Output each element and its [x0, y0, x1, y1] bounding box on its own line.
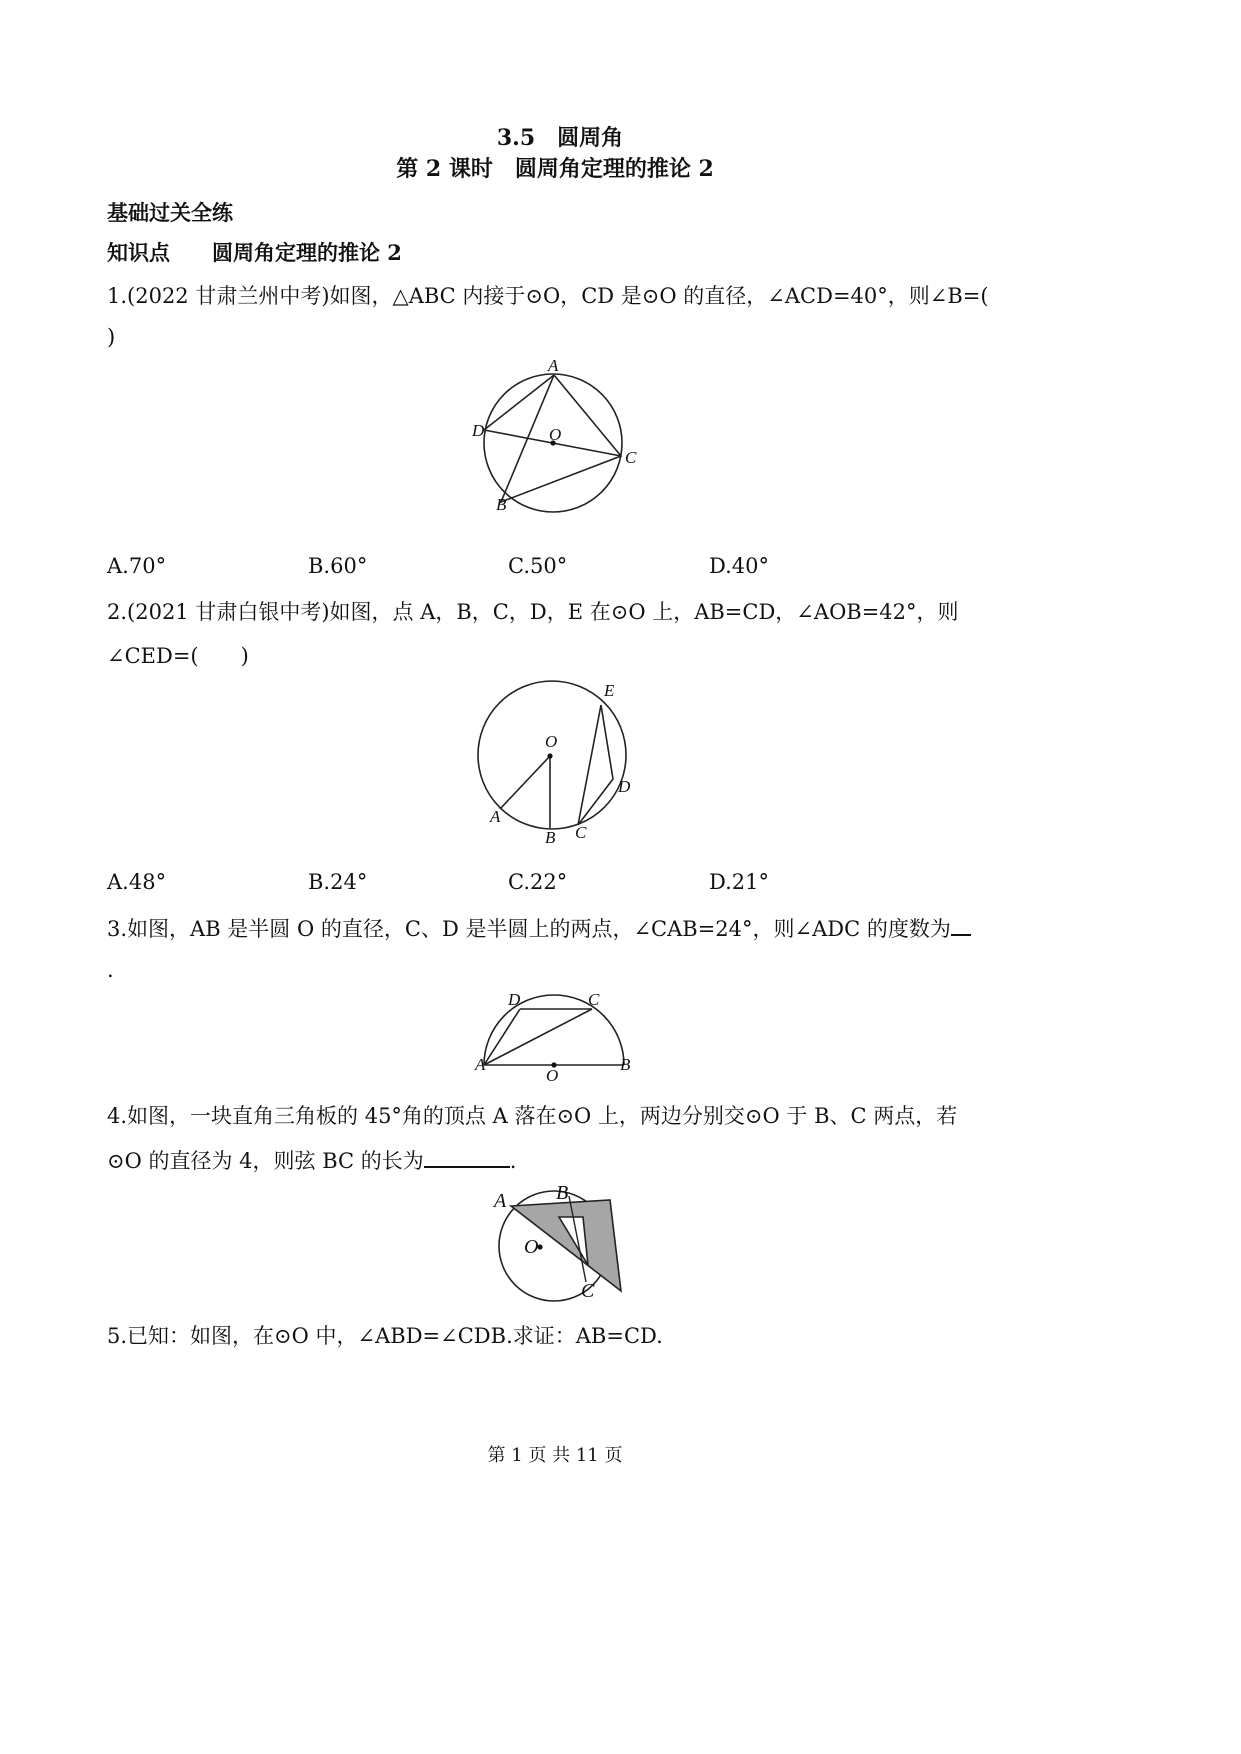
figure-label-o: O	[549, 425, 562, 444]
question-2-text-cont: ∠CED=( )	[107, 644, 249, 668]
question-4-period: .	[509, 1149, 517, 1173]
question-4-figure	[480, 1175, 640, 1305]
question-3-text	[107, 913, 971, 943]
section-title: 3.5 圆周角	[496, 125, 624, 151]
figure-label-d: D	[508, 990, 521, 1009]
figure-label-b: B	[556, 1182, 569, 1204]
lesson-title: 第 2 课时 圆周角定理的推论 2	[396, 156, 714, 182]
answer-blank-3[interactable]	[951, 916, 971, 936]
figure-label-a: A	[548, 356, 559, 375]
question-1-option-a: A.70°	[107, 554, 167, 578]
figure-label-a: A	[475, 1055, 486, 1074]
question-1-option-d: D.40°	[709, 554, 769, 578]
question-3-figure	[470, 985, 640, 1085]
question-1-option-c: C.50°	[508, 554, 568, 578]
figure-label-d: D	[472, 421, 485, 440]
question-2-figure	[465, 675, 645, 850]
question-2-option-d: D.21°	[709, 870, 769, 894]
question-1-option-b: B.60°	[308, 554, 368, 578]
figure-label-b: B	[545, 828, 556, 847]
question-3-text-cont: .	[107, 958, 114, 982]
figure-label-c: C	[625, 448, 637, 467]
question-5-text: 5.已知：如图，在⊙O 中，∠ABD=∠CDB.求证：AB=CD.	[107, 1324, 663, 1348]
figure-label-o: O	[546, 1066, 559, 1085]
question-2-text: 2.(2021 甘肃白银中考)如图，点 A，B，C，D，E 在⊙O 上，AB=CD，∠AOB=42°，则	[107, 600, 959, 624]
knowledge-point: 知识点 圆周角定理的推论 2	[107, 240, 402, 265]
figure-label-a: A	[490, 807, 501, 826]
figure-label-c: C	[581, 1280, 595, 1302]
part-label: 基础过关全练	[107, 200, 233, 225]
answer-blank-4[interactable]	[424, 1148, 510, 1168]
page-footer: 第 1 页 共 11 页	[487, 1445, 623, 1466]
question-4-text-cont	[107, 1145, 516, 1175]
figure-label-o: O	[545, 732, 558, 751]
question-1-text-cont: )	[107, 325, 116, 349]
figure-label-b: B	[496, 495, 507, 514]
question-2-option-c: C.22°	[508, 870, 568, 894]
question-1-text: 1.(2022 甘肃兰州中考)如图，△ABC 内接于⊙O，CD 是⊙O 的直径，∠ACD=40°，则∠B=(	[107, 284, 989, 308]
figure-label-a: A	[494, 1190, 507, 1212]
figure-label-b: B	[620, 1055, 631, 1074]
question-1-figure	[460, 355, 660, 520]
figure-label-o: O	[524, 1236, 539, 1258]
question-3-stem: 3.如图，AB 是半圆 O 的直径，C、D 是半圆上的两点，∠CAB=24°，则∠ADC 的度数为	[107, 917, 951, 941]
question-4-text: 4.如图，一块直角三角板的 45°角的顶点 A 落在⊙O 上，两边分别交⊙O 于 B、C 两点，若	[107, 1104, 958, 1128]
figure-label-e: E	[604, 681, 615, 700]
figure-label-c: C	[588, 990, 600, 1009]
figure-label-d: D	[618, 777, 631, 796]
question-4-stem: ⊙O 的直径为 4，则弦 BC 的长为	[107, 1149, 424, 1173]
figure-label-c: C	[575, 823, 587, 842]
question-2-option-a: A.48°	[107, 870, 167, 894]
question-2-option-b: B.24°	[308, 870, 368, 894]
